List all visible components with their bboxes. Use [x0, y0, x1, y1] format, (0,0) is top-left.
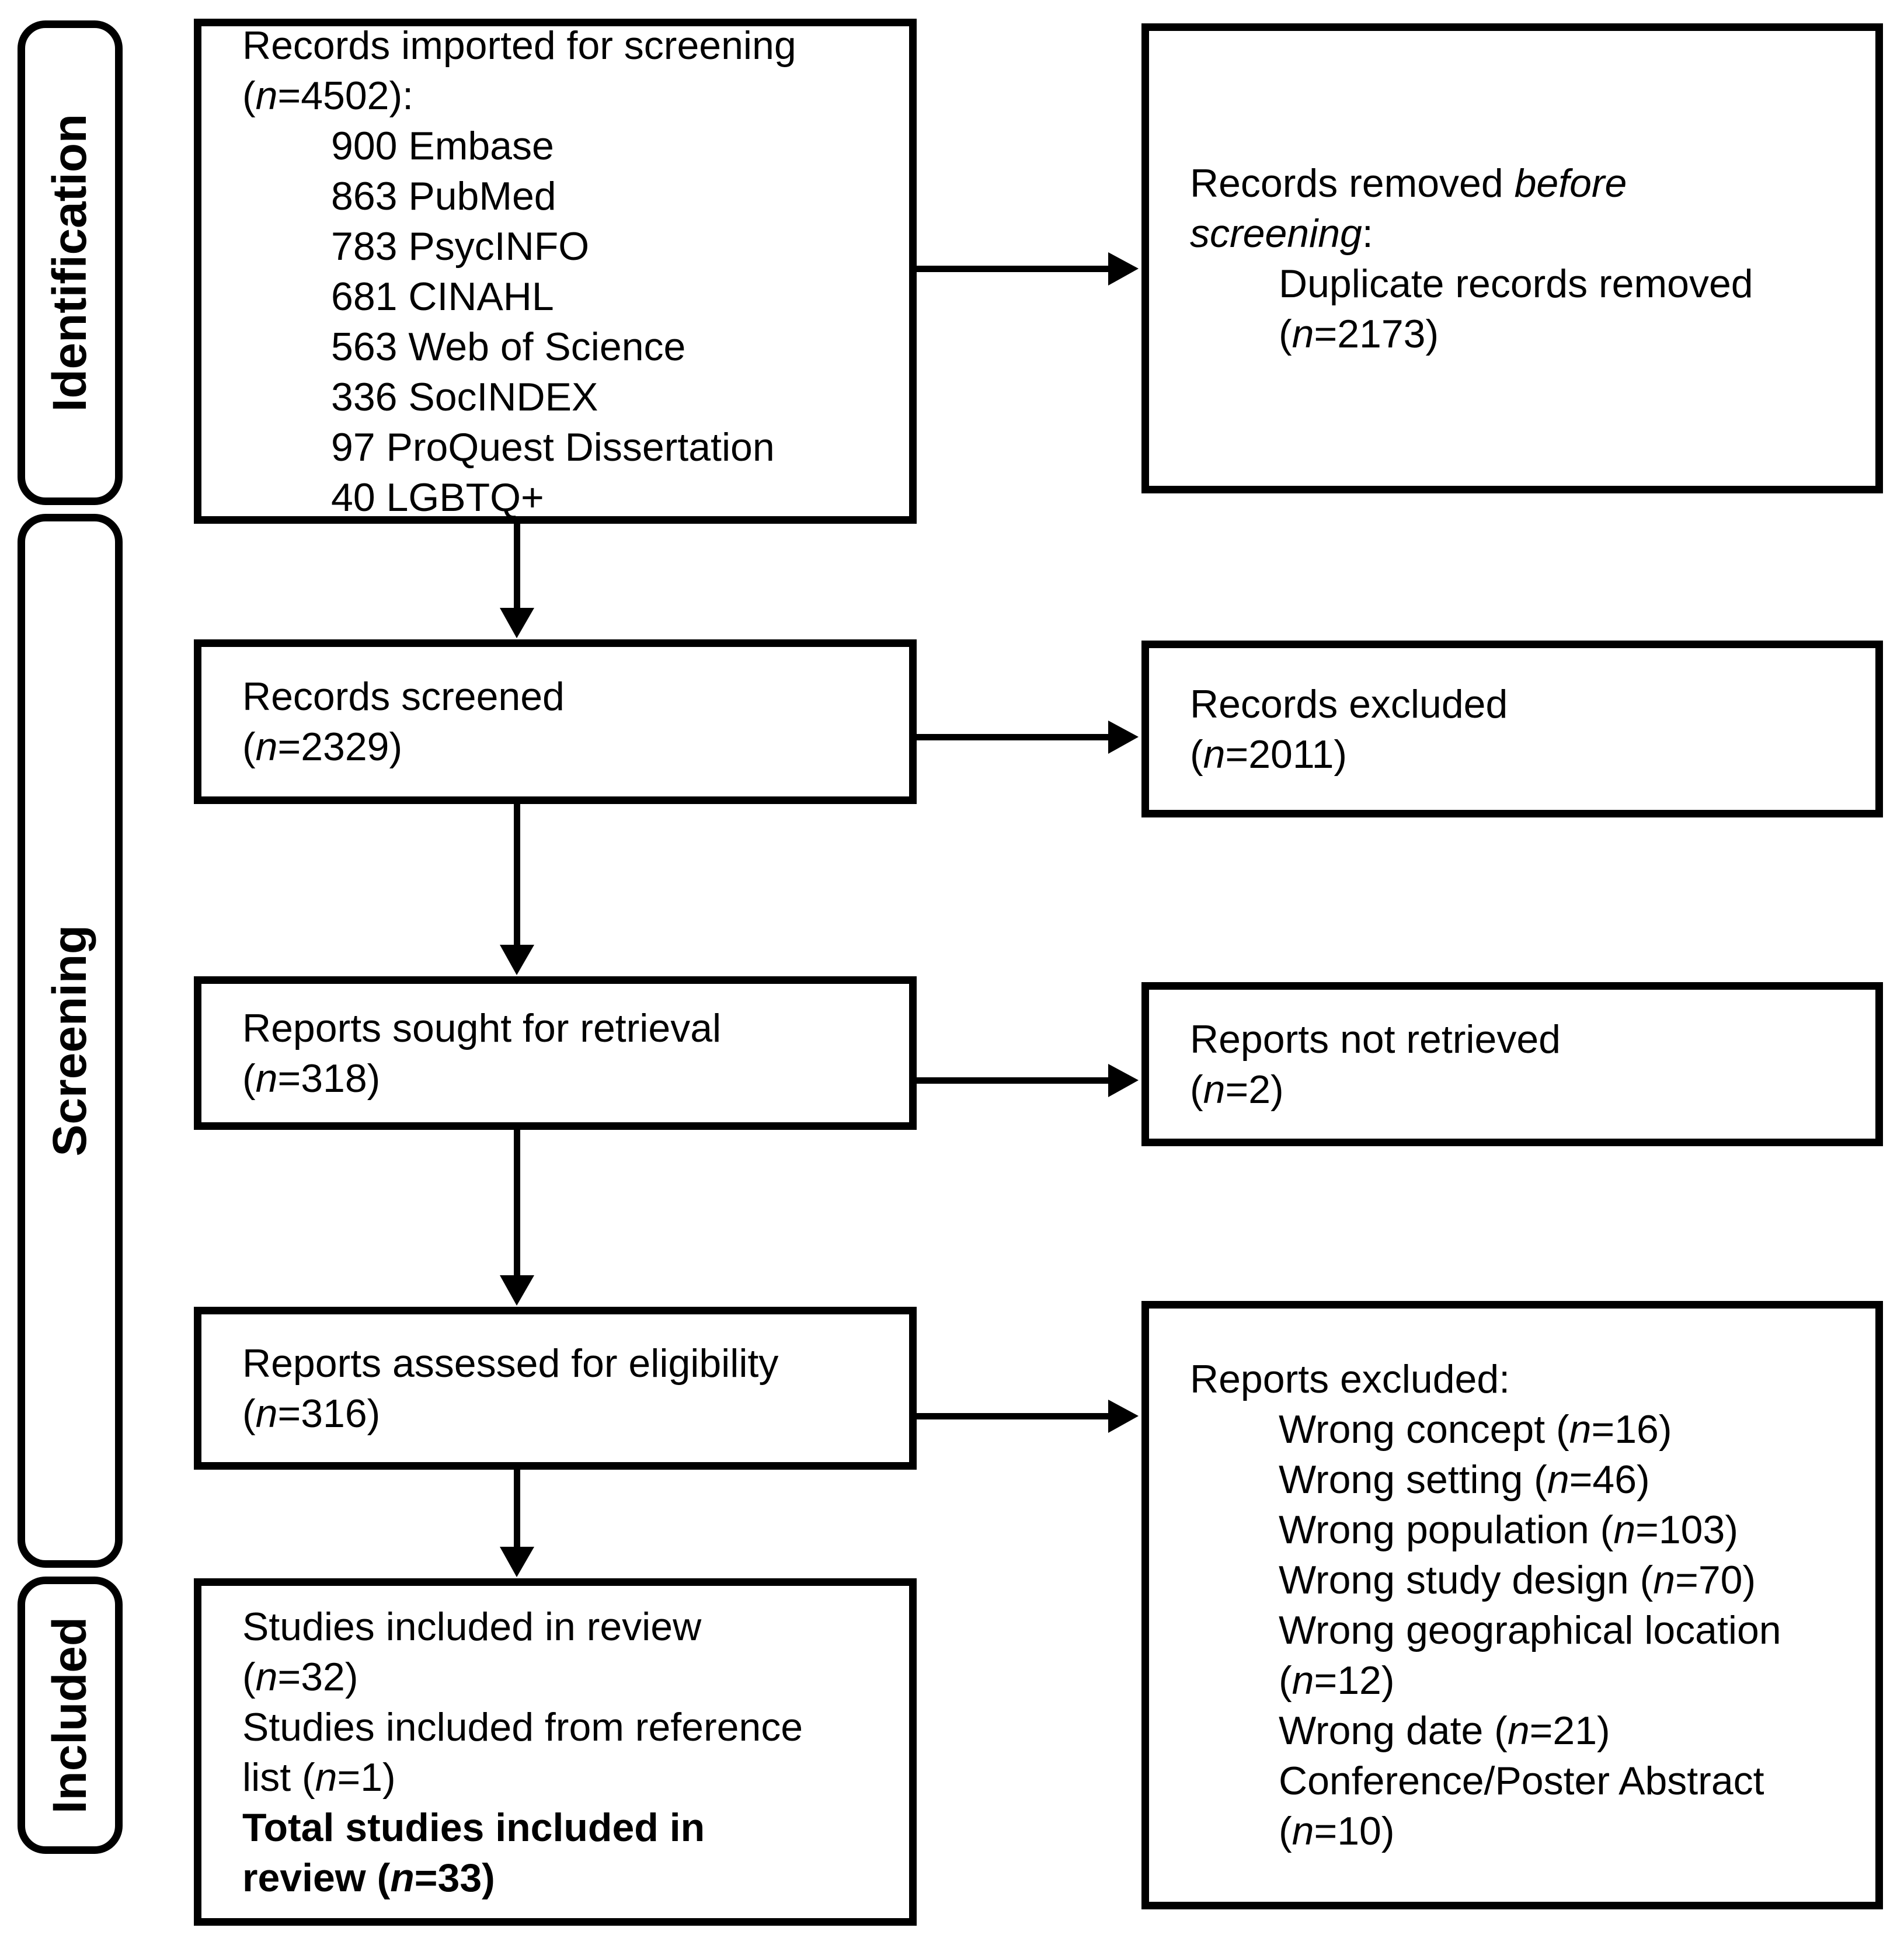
text-segment: Wrong geographical location: [1279, 1608, 1781, 1652]
text-segment: Duplicate records removed: [1279, 261, 1753, 306]
text-segment: n: [1292, 1658, 1314, 1703]
text-segment: n: [1569, 1407, 1592, 1452]
text-line: [242, 121, 895, 171]
text-segment: 863 PubMed: [331, 173, 556, 218]
stage-label-text: Screening: [43, 925, 96, 1157]
text-line: [1190, 1555, 1861, 1605]
text-segment: =2329): [277, 725, 403, 769]
stage-label-screening: [18, 514, 123, 1568]
text-segment: =33): [414, 1855, 495, 1900]
arrow-imported-to-removed: [917, 252, 1139, 286]
text-segment: =2): [1225, 1067, 1284, 1112]
text-segment: (: [1279, 1809, 1292, 1853]
text-segment: Reports assessed for eligibility: [242, 1341, 779, 1386]
text-segment: n: [1203, 1067, 1226, 1112]
text-line: [1190, 729, 1861, 780]
arrow-screened-to-sought: [500, 804, 534, 975]
text-line: [1190, 1354, 1861, 1404]
text-segment: =32): [277, 1654, 358, 1699]
text-segment: 336 SocINDEX: [331, 374, 598, 419]
text-segment: =4502):: [277, 73, 414, 118]
arrow-sought-to-assessed: [500, 1130, 534, 1306]
text-line: [242, 1853, 895, 1903]
text-segment: n: [1653, 1558, 1676, 1602]
text-segment: =316): [277, 1391, 381, 1436]
text-line: [1190, 208, 1861, 259]
text-line: [1190, 1655, 1861, 1706]
text-segment: 97 ProQuest Dissertation: [331, 424, 775, 469]
box-records-screened: [194, 639, 917, 804]
arrow-sought-to-notretrieved: [917, 1064, 1139, 1097]
text-segment: =16): [1591, 1407, 1672, 1452]
text-segment: (: [1279, 311, 1292, 356]
text-segment: Wrong setting (: [1279, 1457, 1547, 1502]
text-segment: =21): [1529, 1709, 1610, 1753]
text-segment: (: [242, 1391, 256, 1436]
box-reports-not-retrieved: [1141, 982, 1883, 1146]
text-segment: Total studies included in: [242, 1805, 705, 1850]
text-line: [242, 1702, 895, 1752]
text-line: [242, 272, 895, 322]
text-segment: =103): [1635, 1508, 1738, 1552]
text-segment: =2173): [1314, 311, 1439, 356]
text-segment: Wrong population (: [1279, 1508, 1614, 1552]
text-segment: Reports not retrieved: [1190, 1017, 1561, 1062]
text-line: [1190, 1014, 1861, 1064]
text-segment: n: [1203, 732, 1226, 777]
text-segment: list (: [242, 1755, 315, 1800]
text-line: [242, 372, 895, 422]
text-segment: n: [1292, 311, 1314, 356]
text-line: [242, 1752, 895, 1803]
text-line: [1190, 679, 1861, 729]
text-line: [242, 1803, 895, 1853]
text-segment: (: [242, 1056, 256, 1101]
text-segment: Reports excluded:: [1190, 1357, 1510, 1401]
stage-label-identification: [18, 20, 123, 505]
text-segment: n: [315, 1755, 337, 1800]
text-line: [242, 1652, 895, 1702]
arrow-assessed-to-reportsexcluded: [917, 1400, 1139, 1433]
text-line: [1190, 1605, 1861, 1655]
text-line: [242, 1053, 895, 1104]
text-segment: review (: [242, 1855, 391, 1900]
text-line: [1190, 259, 1861, 309]
text-line: [242, 422, 895, 472]
box-reports-excluded: [1141, 1301, 1883, 1909]
text-line: [242, 1338, 895, 1389]
text-line: [242, 221, 895, 272]
text-segment: (: [1190, 732, 1203, 777]
text-segment: n: [255, 73, 278, 118]
text-segment: Studies included from reference: [242, 1704, 803, 1749]
text-segment: screening: [1190, 211, 1362, 256]
text-segment: Wrong study design (: [1279, 1558, 1654, 1602]
text-line: [1190, 1756, 1861, 1806]
text-segment: Records imported for screening: [242, 23, 796, 68]
text-line: [242, 722, 895, 772]
text-segment: n: [1292, 1809, 1314, 1853]
text-segment: =70): [1675, 1558, 1756, 1602]
stage-label-text: Identification: [43, 113, 96, 412]
text-line: [242, 20, 895, 71]
text-line: [242, 1389, 895, 1439]
stage-label-text: Included: [43, 1616, 96, 1814]
box-records-removed-before-screening: [1141, 23, 1883, 493]
text-segment: =46): [1569, 1457, 1650, 1502]
text-segment: Records excluded: [1190, 681, 1508, 726]
box-records-imported: [194, 19, 917, 524]
text-line: [242, 472, 895, 523]
text-segment: Reports sought for retrieval: [242, 1005, 722, 1050]
text-segment: n: [255, 725, 278, 769]
text-line: [1190, 1706, 1861, 1756]
arrow-assessed-to-included: [500, 1470, 534, 1577]
text-line: [242, 322, 895, 372]
text-line: [1190, 158, 1861, 208]
arrow-imported-to-screened: [500, 524, 534, 638]
text-segment: =12): [1314, 1658, 1395, 1703]
box-reports-sought: [194, 976, 917, 1130]
text-segment: 900 Embase: [331, 123, 554, 168]
text-segment: =318): [277, 1056, 381, 1101]
text-segment: Conference/Poster Abstract: [1279, 1759, 1764, 1803]
text-segment: Records removed: [1190, 161, 1515, 206]
text-segment: (: [242, 725, 256, 769]
box-records-excluded: [1141, 641, 1883, 817]
stage-label-included: [18, 1577, 123, 1854]
arrow-screened-to-excluded: [917, 721, 1139, 754]
text-segment: n: [1547, 1457, 1569, 1502]
text-line: [1190, 1806, 1861, 1856]
text-segment: 563 Web of Science: [331, 324, 686, 369]
text-segment: 40 LGBTQ+: [331, 475, 544, 520]
text-line: [1190, 1064, 1861, 1115]
text-segment: :: [1362, 211, 1373, 256]
text-segment: n: [255, 1391, 278, 1436]
text-line: [1190, 1455, 1861, 1505]
text-segment: (: [242, 73, 256, 118]
text-segment: before: [1514, 161, 1627, 206]
text-line: [242, 1003, 895, 1053]
box-studies-included: [194, 1578, 917, 1926]
text-segment: (: [1190, 1067, 1203, 1112]
text-segment: n: [255, 1056, 278, 1101]
text-segment: Studies included in review: [242, 1604, 702, 1649]
text-segment: (: [1279, 1658, 1292, 1703]
text-line: [242, 171, 895, 221]
text-segment: =2011): [1225, 732, 1348, 777]
text-segment: n: [1613, 1508, 1636, 1552]
text-line: [1190, 1404, 1861, 1455]
text-segment: Wrong concept (: [1279, 1407, 1569, 1452]
box-reports-assessed: [194, 1307, 917, 1470]
text-line: [1190, 309, 1861, 359]
text-line: [242, 71, 895, 121]
text-segment: (: [242, 1654, 256, 1699]
text-segment: 681 CINAHL: [331, 274, 554, 319]
text-line: [1190, 1505, 1861, 1555]
text-segment: =1): [337, 1755, 396, 1800]
text-line: [242, 1602, 895, 1652]
text-segment: n: [255, 1654, 278, 1699]
text-segment: n: [1507, 1709, 1530, 1753]
text-segment: Records screened: [242, 674, 565, 719]
text-segment: Wrong date (: [1279, 1709, 1508, 1753]
text-line: [242, 671, 895, 722]
text-segment: =10): [1314, 1809, 1395, 1853]
text-segment: n: [390, 1855, 415, 1900]
text-segment: 783 PsycINFO: [331, 224, 590, 269]
